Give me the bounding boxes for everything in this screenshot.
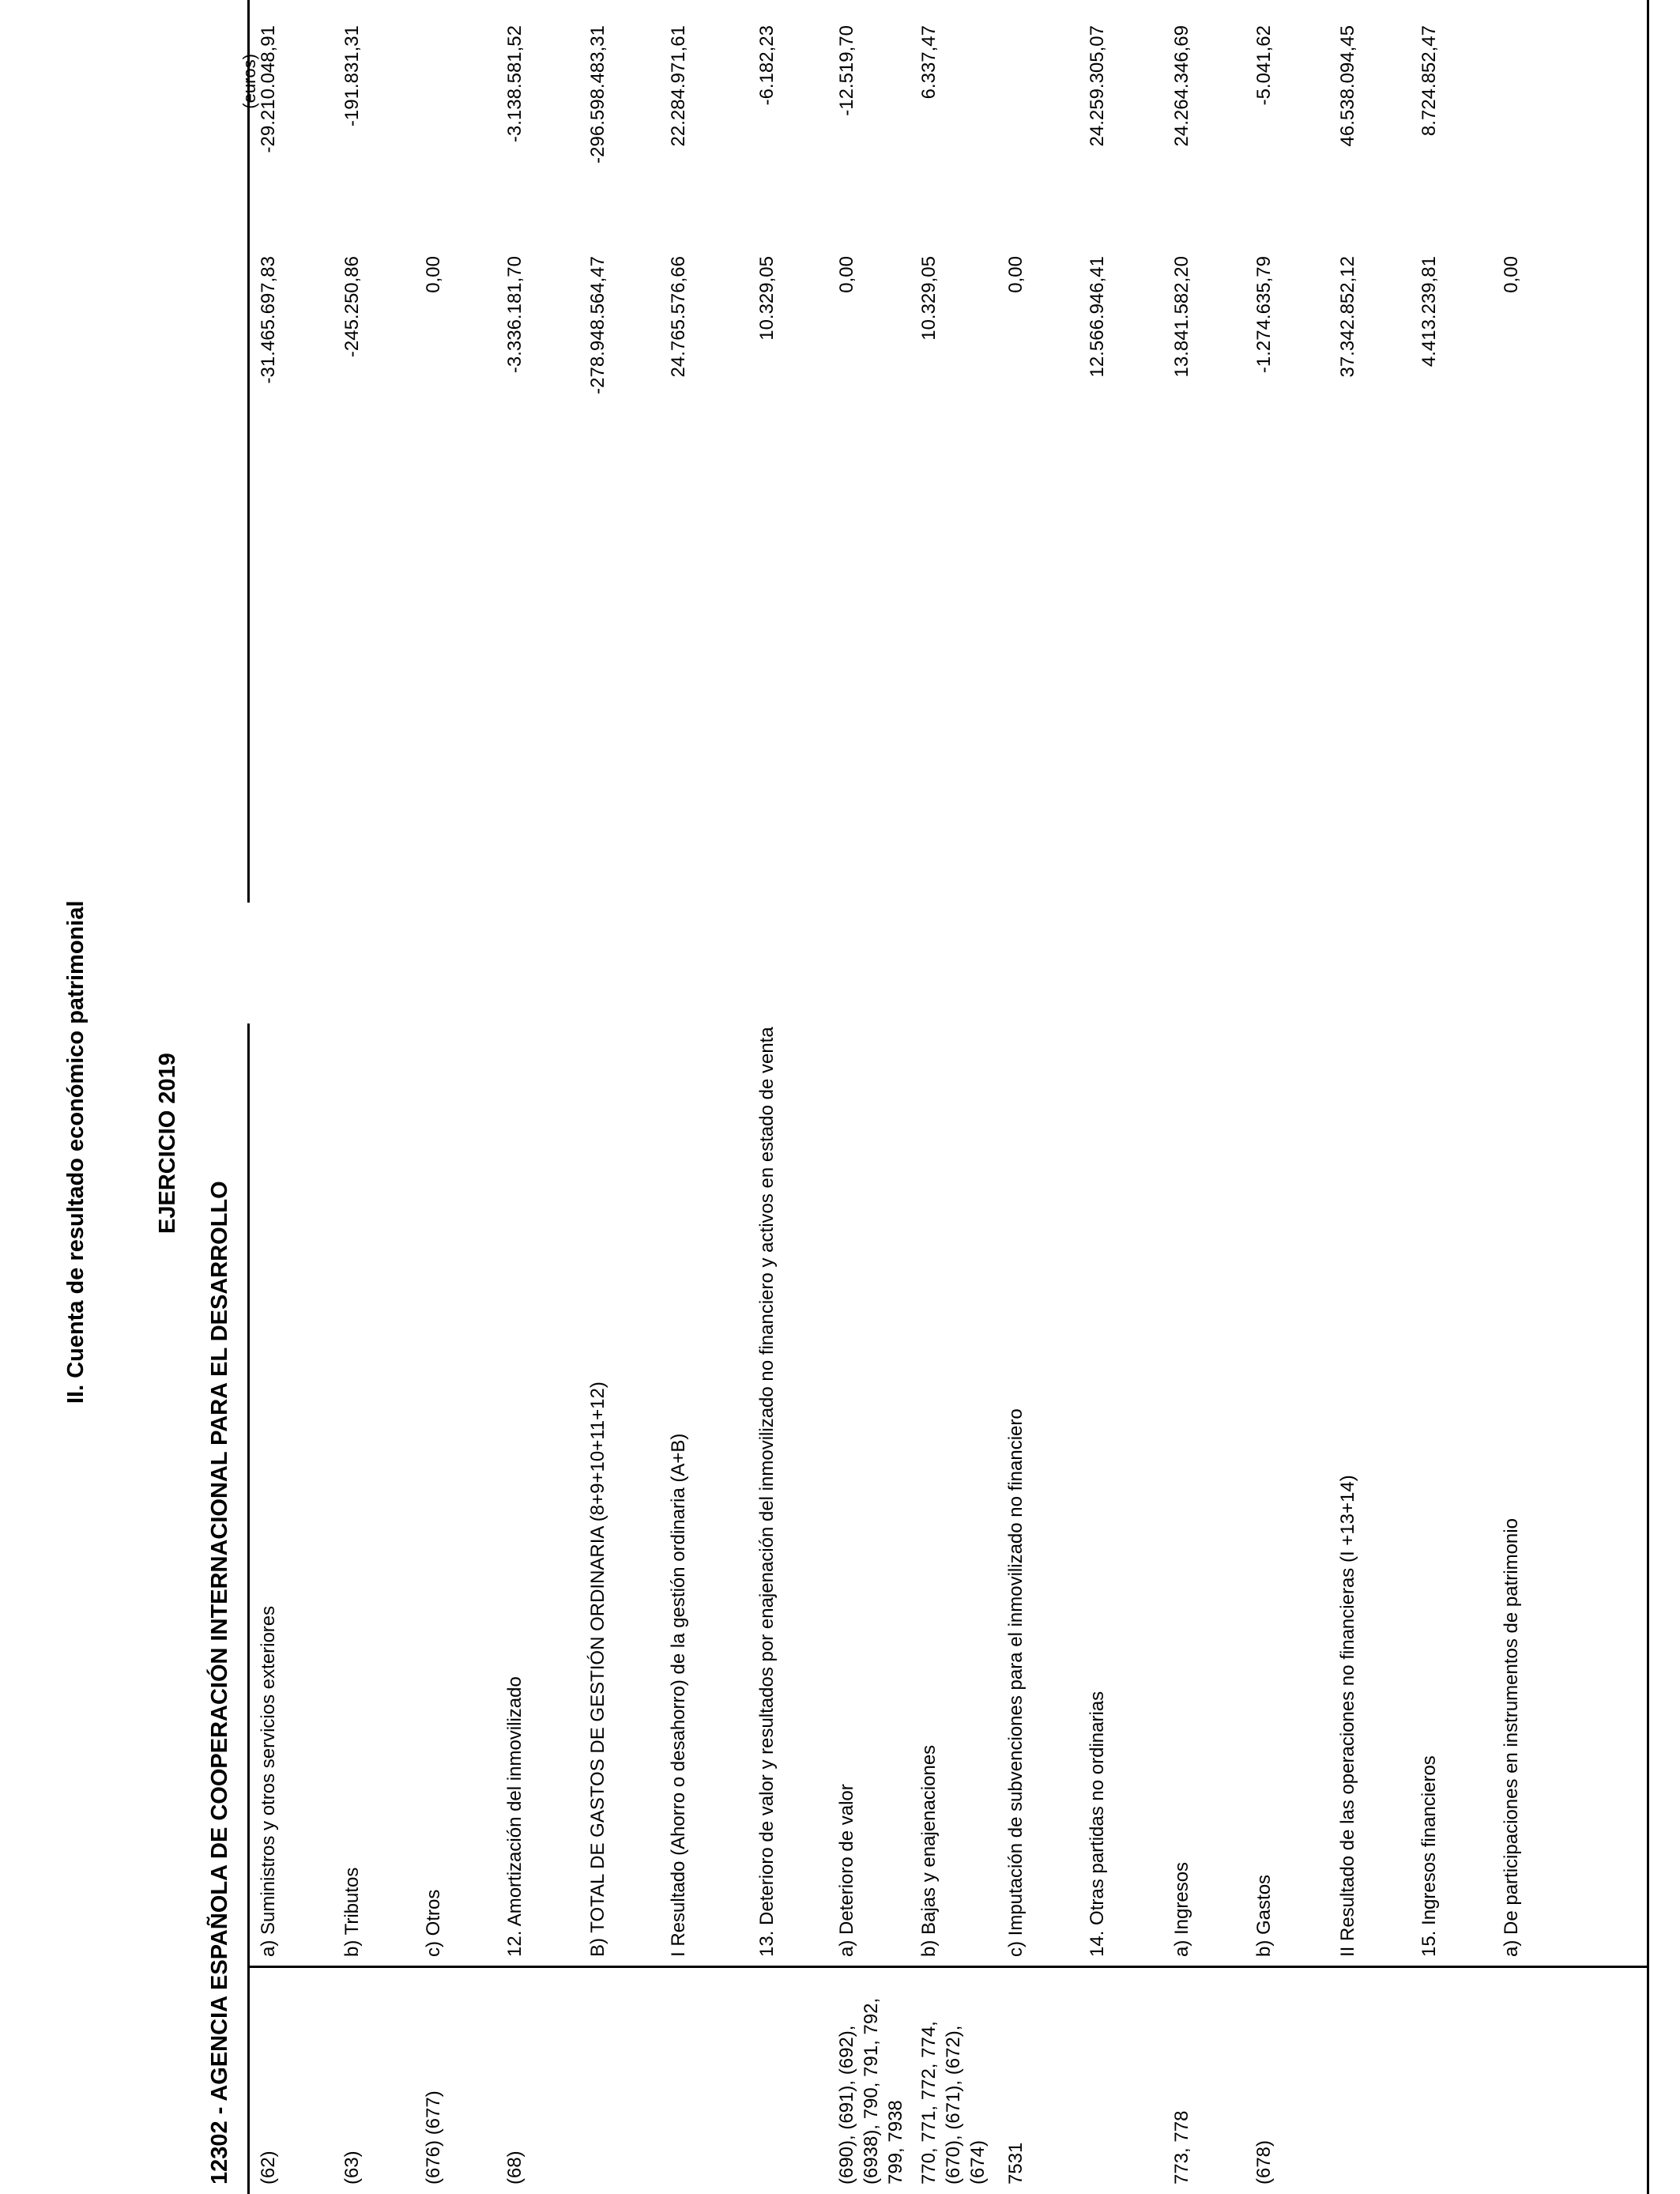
amount-current-year: 0,00 — [1005, 256, 1026, 293]
fiscal-year-heading: EJERCICIO 2019 — [155, 1053, 180, 1234]
account-code: (63) — [341, 2151, 363, 2185]
row-label: b) Tributos — [341, 1867, 363, 1957]
amount-previous-year: -5.041,62 — [1253, 25, 1275, 106]
account-code: (678) — [1253, 2139, 1275, 2185]
amount-previous-year: 8.724.852,47 — [1418, 25, 1440, 137]
amount-current-year: -3.336.181,70 — [504, 256, 525, 374]
header-rule-left — [247, 1023, 250, 2194]
amount-previous-year: -12.519,70 — [836, 25, 857, 116]
amount-previous-year: -3.138.581,52 — [504, 25, 525, 143]
account-code: (62) — [258, 2151, 279, 2185]
amount-current-year: -278.948.564,47 — [587, 256, 608, 394]
row-label: II Resultado de las operaciones no financieras (I +13+14) — [1337, 1475, 1358, 1957]
amount-previous-year: 6.337,47 — [918, 25, 940, 100]
row-label: 14. Otras partidas no ordinarias — [1087, 1691, 1108, 1957]
account-code: (676) (677) — [423, 2090, 444, 2185]
account-code: (68) — [504, 2151, 525, 2185]
account-code: (690), (691), (692), (6938), 790, 791, 792, 799, 7938 — [836, 1997, 906, 2185]
amount-previous-year: -296.598.483,31 — [587, 25, 608, 164]
row-label: 13. Deterioro de valor y resultados por enajenación del inmovilizado no financiero y activos en estado de venta — [756, 1027, 778, 1957]
row-label: a) Deterioro de valor — [836, 1784, 857, 1957]
amount-current-year: -31.465.697,83 — [258, 256, 279, 384]
amount-previous-year: -29.210.048,91 — [258, 25, 279, 153]
row-label: b) Bajas y enajenaciones — [918, 1744, 940, 1957]
account-code: 7531 — [1005, 2142, 1026, 2185]
amount-current-year: 12.566.946,41 — [1087, 256, 1108, 378]
amount-current-year: 0,00 — [1501, 256, 1522, 293]
currency-unit: (euros) — [239, 54, 259, 109]
amount-current-year: 10.329,05 — [756, 256, 778, 341]
column-divider — [247, 1966, 1648, 1968]
account-code: 770, 771, 772, 774, (670), (671), (672), (674) — [918, 2021, 989, 2185]
amount-previous-year: 24.264.346,69 — [1171, 25, 1192, 147]
amount-current-year: 24.765.576,66 — [668, 256, 689, 378]
row-label: B) TOTAL DE GASTOS DE GESTIÓN ORDINARIA (8+9+10+11+12) — [587, 1382, 608, 1957]
footer-rule — [1647, 0, 1649, 2194]
amount-current-year: 4.413.239,81 — [1418, 256, 1440, 368]
row-label: b) Gastos — [1253, 1874, 1275, 1957]
amount-current-year: 10.329,05 — [918, 256, 940, 341]
row-label: a) Ingresos — [1171, 1861, 1192, 1957]
account-code: 773, 778 — [1171, 2110, 1192, 2185]
row-label: c) Imputación de subvenciones para el inmovilizado no financiero — [1005, 1408, 1026, 1957]
amount-current-year: -245.250,86 — [341, 256, 363, 358]
amount-current-year: 13.841.582,20 — [1171, 256, 1192, 378]
amount-previous-year: -191.831,31 — [341, 25, 363, 127]
amount-current-year: 0,00 — [836, 256, 857, 293]
amount-current-year: -1.274.635,79 — [1253, 256, 1275, 374]
amount-previous-year: 24.259.305,07 — [1087, 25, 1108, 147]
row-label: 15. Ingresos financieros — [1418, 1755, 1440, 1957]
amount-current-year: 37.342.852,12 — [1337, 256, 1358, 378]
header-rule-right — [247, 0, 250, 903]
report-title: II. Cuenta de resultado económico patrimonial — [63, 900, 89, 1404]
amount-previous-year: -6.182,23 — [756, 25, 778, 106]
amount-current-year: 0,00 — [423, 256, 444, 293]
row-label: 12. Amortización del inmovilizado — [504, 1676, 525, 1957]
amount-previous-year: 22.284.971,61 — [668, 25, 689, 147]
entity-name: 12302 - AGENCIA ESPAÑOLA DE COOPERACIÓN INTERNACIONAL PARA EL DESARROLLO — [207, 1181, 232, 2185]
amount-previous-year: 46.538.094,45 — [1337, 25, 1358, 147]
row-label: a) Suministros y otros servicios exteriores — [258, 1605, 279, 1957]
row-label: c) Otros — [423, 1889, 444, 1957]
row-label: a) De participaciones en instrumentos de patrimonio — [1501, 1518, 1522, 1957]
row-label: I Resultado (Ahorro o desahorro) de la gestión ordinaria (A+B) — [668, 1433, 689, 1957]
